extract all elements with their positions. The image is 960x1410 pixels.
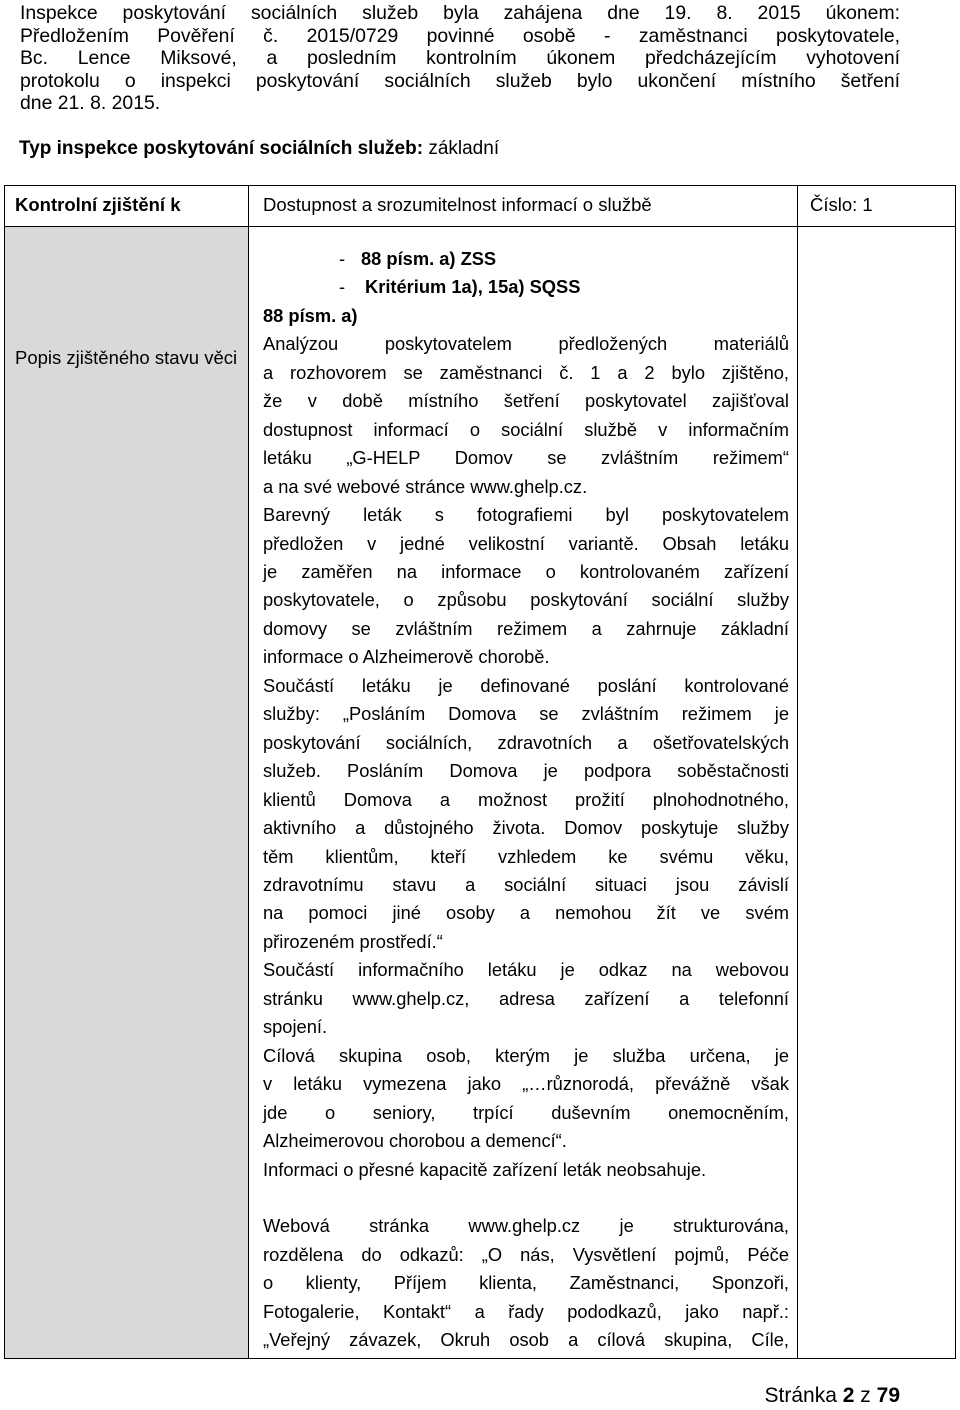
description-line: Součástí letáku je definované poslání kontrolované <box>263 674 789 696</box>
side-label: Popis zjištěného stavu věci <box>15 347 238 368</box>
description-line: v letáku vymezena jako „…různorodá, převážně však <box>263 1073 789 1095</box>
header-cell-1 <box>5 186 249 226</box>
description-line: Součástí informačního letáku je odkaz na webovou <box>263 959 789 981</box>
description-line: služeb. Posláním Domova je podpora soběstačnosti <box>263 760 789 782</box>
intro-line: Bc. Lence Miksové, a posledním kontrolním úkonem předcházejícím vyhotovení <box>20 47 900 69</box>
description-line: a na své webové stránce www.ghelp.cz. <box>263 475 588 497</box>
intro-paragraph <box>20 2 900 115</box>
description-line: těm klientům, kteří vzhledem ke svému věku, <box>263 845 789 867</box>
description-line: že v době místního šetření poskytovatel zajišťoval <box>263 390 789 412</box>
description-line: klientů Domova a možnost prožití plnohodnotného, <box>263 788 789 810</box>
side-label-cell <box>5 227 249 1358</box>
description-line: předložen v jedné velikostní variantě. Obsah letáku <box>263 532 789 554</box>
description-line: o klienty, Příjem klienta, Zaměstnanci, Sponzoři, <box>263 1272 789 1294</box>
description-line: rozdělena do odkazů: „O nás, Vysvětlení pojmů, Péče <box>263 1243 789 1265</box>
description-line: stránku www.ghelp.cz, adresa zařízení a telefonní <box>263 987 789 1009</box>
page-current: 2 <box>842 1384 855 1407</box>
description-line: zdravotnímu stavu a sociální situaci jsou závislí <box>263 873 789 895</box>
description-line: na pomoci jiné osoby a nemohou žít ve svém <box>263 902 789 924</box>
header-topic: Dostupnost a srozumitelnost informací o službě <box>263 194 652 215</box>
description-line: informace o Alzheimerově chorobě. <box>263 646 550 668</box>
description-line: Alzheimerovou chorobou a demencí“. <box>263 1130 567 1152</box>
intro-line: protokolu o inspekci poskytování sociálních služeb bylo ukončení místního šetření <box>20 69 900 92</box>
page-number <box>765 1384 900 1408</box>
legal-reference-bullet: - 88 písm. a) ZSS <box>339 248 497 269</box>
description-line: poskytovatele, o způsobu poskytování sociální služby <box>263 589 789 611</box>
inspection-type-value: základní <box>428 138 500 159</box>
intro-line: dne 21. 8. 2015. <box>20 92 161 114</box>
number-cell <box>798 227 955 1358</box>
findings-table-header <box>5 186 955 227</box>
description-line: je zaměřen na informace o kontrolovaném zařízení <box>263 560 789 582</box>
page-prefix: Stránka <box>764 1384 837 1407</box>
intro-line: Předložením Pověření č. 2015/0729 povinné osobě - zaměstnanci poskytovatele, <box>20 24 900 47</box>
header-finding-label: Kontrolní zjištění k <box>15 194 181 215</box>
intro-line: Inspekce poskytování sociálních služeb byla zahájena dne 19. 8. 2015 úkonem: <box>20 2 900 24</box>
description-line: Informaci o přesné kapacitě zařízení leták neobsahuje. <box>263 1158 707 1180</box>
header-cell-3 <box>798 186 955 226</box>
page-total: 79 <box>876 1384 900 1407</box>
description-line: Fotogalerie, Kontakt“ a řady pododkazů, jako např.: <box>263 1300 789 1322</box>
description-line: aktivního a důstojného života. Domov poskytuje služby <box>263 817 789 839</box>
description-line: spojení. <box>263 1016 328 1038</box>
description-line: domovy se zvláštním režimem a zahrnuje základní <box>263 617 789 639</box>
section-heading: 88 písm. a) <box>263 304 358 326</box>
description-line: Barevný leták s fotografiemi byl poskytovatelem <box>263 504 789 526</box>
description-line: jde o seniory, trpící duševním onemocněním, <box>263 1101 789 1123</box>
page-separator: z <box>860 1384 871 1407</box>
description-line: Analýzou poskytovatelem předložených materiálů <box>263 333 789 355</box>
description-line: letáku „G-HELP Domov se zvláštním režimem“ <box>263 447 789 469</box>
paragraph-gap <box>263 1184 789 1212</box>
description-line: „Veřejný závazek, Okruh osob a cílová skupina, Cíle, <box>263 1329 789 1351</box>
description-line: a rozhovorem se zaměstnanci č. 1 a 2 bylo zjištěno, <box>263 361 789 383</box>
inspection-type-line <box>19 138 499 160</box>
header-number: Číslo: 1 <box>810 194 873 215</box>
description-line: služby: „Posláním Domova se zvláštním režimem je <box>263 703 789 725</box>
description-line: Cílová skupina osob, kterým je služba určena, je <box>263 1044 789 1066</box>
description-line: dostupnost informací o sociální službě v informačním <box>263 418 789 440</box>
description-line: Webová stránka www.ghelp.cz je strukturována, <box>263 1215 789 1237</box>
inspection-type-label: Typ inspekce poskytování sociálních služeb: <box>19 138 424 159</box>
description-line: poskytování sociálních, zdravotních a ošetřovatelských <box>263 731 789 753</box>
legal-reference-bullet: - Kritérium 1a), 15a) SQSS <box>339 276 581 298</box>
description-line: přirozeném prostředí.“ <box>263 930 443 952</box>
finding-description <box>263 245 789 1355</box>
header-cell-2 <box>249 186 798 226</box>
